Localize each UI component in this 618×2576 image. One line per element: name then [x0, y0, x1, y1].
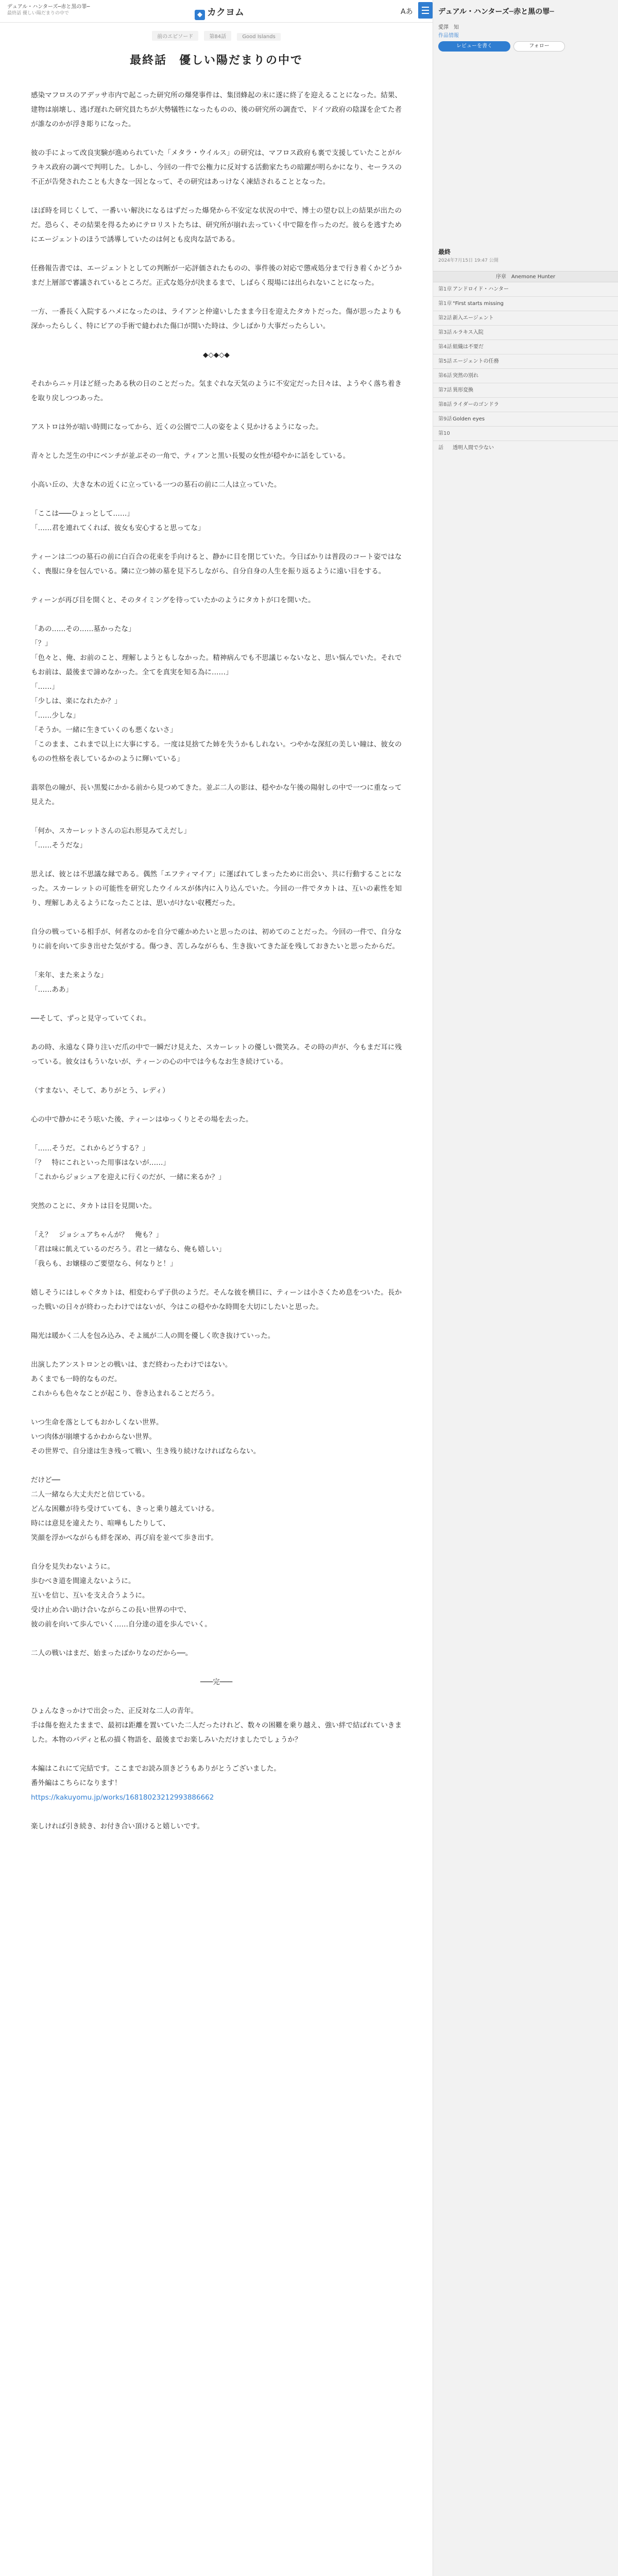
body-paragraph: ──そして、ずっと見守っていてくれ。	[31, 1014, 150, 1023]
body-paragraph: 「……そうだ。これからどうする？」 「？ 特にこれといった用事はないが……」 「これからジョシュアを迎えに行くのだが、一緒に来るか？」	[31, 1144, 226, 1181]
body-paragraph: 一方、一番長く入院するハメになったのは、ライアンと仲違いしたまま今日を迎えたタカトだった。傷が思ったよりも深かったらしく、特にピアの手術で縫われた傷口が開いた時は、少しばかり大事だったらしい。	[31, 308, 402, 330]
sidebar	[433, 0, 618, 2576]
body-paragraph: あの時、永遠なく降り注いだ爪の中で一瞬だけ見えた、スカーレットの優しい微笑み。その時の声が、今もまだ耳に残っている。彼女はもういないが、ティーンの心の中では今もなお生き続けている。	[31, 1043, 402, 1066]
toc-item[interactable]	[433, 282, 618, 297]
site-logo[interactable]	[195, 5, 244, 20]
toc-item-number: 第4話	[438, 344, 452, 350]
body-paragraph: 自分の戦っている相手が、何者なのかを自分で確かめたいと思ったのは、初めてのことだった。今回の一件で、自分なりに前を向いて歩き出せた気がする。傷つき、苦しみながらも、生き抜いてきた証を残しておきたいと思ったからだ。	[31, 928, 402, 951]
body-paragraph: （すまない、そして、ありがとう、レディ）	[31, 1087, 169, 1095]
toc-item-number: 第8話	[438, 402, 452, 408]
body-paragraph: 翡翠色の瞳が、長い黒髪にかかる前から見つめてきた。並ぶ二人の影は、穏やかな午後の陽射しの中で一つに重なって見えた。	[31, 784, 402, 806]
work-episode-sub: 最終話 優しい陽だまりの中で	[7, 11, 69, 16]
hamburger-icon	[422, 13, 429, 14]
toc-heading[interactable]: 序章 Anemone Hunter	[433, 271, 618, 282]
toc-item-label: 新入エージェント	[453, 315, 494, 321]
toc-item-label: 組織は不要だ	[453, 344, 484, 350]
toc-item[interactable]	[433, 354, 618, 369]
body-paragraph: いつ生命を落としてもおかしくない世界。 いつ肉体が崩壊するかわからない世界。 その世界で、自分達は生き残って戦い、生き残り続けなければならない。	[31, 1418, 261, 1455]
body-paragraph: 感染マフロスのアデッサ市内で起こった研究所の爆発事件は、集団蜂起の末に遂に終了を迎えることになった。結果、建物は崩壊し、逃げ遅れた研究員たちが大勢犠牲になったものの、後の研究所の調査で、ドイツ政府の陰謀を企てた者が誰なのかが浮き彫りになった。	[31, 91, 402, 128]
body-paragraph: 「あの……その……墓かったな」 「？」 「色々と、俺、お前のこと、理解しようともしなかった。精神病んでも不思議じゃないなと、思い悩んでいた。それでもお前は、最後まで諦めなかった。全てを真実を知る為に……」 「……」 「少しは、楽になれたか？」 「……少しな」 「そうか。一緒に生きていくのも悪くないさ」 「このまま、これまで以上に大事にする。一度は見捨てた姉を失うかもしれない。つやかな深紅の美しい瞳は、彼女のものの性格を表しているかのように輝いている」	[31, 625, 402, 763]
body-paragraph: 任務報告書では、エージェントとしての判断が一応評価されたものの、事件後の対応で懲戒処分まで行き着くかどうかまだ上層部で審議されているところだ。正式な処分が決まるまで、しばらく現場には出られないことになった。	[31, 264, 402, 287]
toc-item-label: "First starts missing	[453, 301, 504, 307]
toc-item[interactable]	[433, 398, 618, 412]
sidebar-episode-date: 2024年7月15日 19:47 公開	[438, 258, 499, 263]
body-paragraph: 本編はこれにて完結です。ここまでお読み頂きどうもありがとうございました。 番外編はこちらになります！	[31, 1765, 281, 1787]
body-paragraph: ───完───	[200, 1678, 233, 1686]
logo-icon: ◆	[195, 10, 205, 20]
body-paragraph: ティーンは二つの墓石の前に白百合の花束を手向けると、静かに目を閉じていた。今日ばかりは普段のコート姿ではなく、喪服に身を包んでいる。隣に立つ姉の墓を見下ろしながら、自分自身の人生を振り返るように遠い目をする。	[31, 553, 402, 575]
body-paragraph: だけど── 二人一緒なら大丈夫だと信じている。 どんな困難が待ち受けていても、きっと乗り越えていける。 時には意見を違えたり、喧嘩もしたりして、 笑顔を浮かべながらも絆を深め、再び肩を並べて歩き出す。	[31, 1476, 219, 1542]
body-paragraph: 小高い丘の、大きな木の近くに立っている一つの墓石の前に二人は立っていた。	[31, 481, 281, 489]
paragraphs	[31, 88, 402, 1834]
toc-item-label: 透明人間で少ない	[453, 445, 494, 451]
toc-item-number: 第1章	[438, 301, 452, 307]
episode-title: 最終話 優しい陽だまりの中で	[129, 54, 303, 67]
episode-index-link[interactable]: 第84話	[204, 31, 231, 41]
toc-item-number: 第5話	[438, 359, 452, 364]
body-paragraph: 嬉しそうにはしゃぐタカトは、相変わらず子供のようだ。そんな彼を横目に、ティーンは小さくため息をついた。長かった戦いの日々が終わったわけではないが、今はこの穏やかな時間を大切にしたいと思った。	[31, 1289, 402, 1311]
body-paragraph: 突然のことに、タカトは目を見開いた。	[31, 1202, 156, 1210]
table-of-contents	[433, 271, 618, 451]
body-paragraph: 「え？ ジョシュアちゃんが？ 俺も？」 「君は味に飢えているのだろう。君と一緒なら、俺も嬉しい」 「我らも、お嬢様のご要望なら、何なりと！」	[31, 1231, 226, 1268]
episode-nav	[0, 31, 433, 42]
toc-item[interactable]	[433, 326, 618, 340]
toc-item[interactable]	[433, 369, 618, 383]
sidebar-work-title[interactable]: デュアル・ハンターズ─赤と黒の罪─	[438, 8, 554, 16]
toc-item-label: 突然の別れ	[453, 373, 478, 379]
body-paragraph: 「来年、また来ような」 「……ああ」	[31, 971, 108, 994]
toc-item-label: ルラキス入院	[453, 330, 484, 335]
body-paragraph: 楽しければ引き続き、お付き合い頂けると嬉しいです。	[31, 1822, 204, 1831]
toc-item-label: ライダーのゴンドラ	[453, 402, 499, 408]
body-paragraph: ◆◇◆◇◆	[203, 351, 230, 359]
sidebar-episode-heading: 最終	[438, 248, 451, 256]
body-paragraph: 思えば、彼とは不思議な縁である。偶然「エフティマイア」に運ばれてしまったために出会い、共に行動することになった。スカーレットの可能性を研究したウイルスが体内に入り込んでいた。今回の一件でタカトは、互いの素性を知り、理解しあえるようになったことは、思いがけない収穫だった。	[31, 870, 402, 907]
toc-item-number: 第6話	[438, 373, 452, 379]
body-paragraph: 陽光は暖かく二人を包み込み、そよ風が二人の間を優しく吹き抜けていった。	[31, 1332, 275, 1340]
toc-item[interactable]	[433, 340, 618, 354]
hamburger-icon	[422, 7, 429, 8]
toc-item-label: 異形変換	[453, 387, 473, 393]
toc-item-number: 第2話	[438, 315, 452, 321]
episode-body	[31, 52, 402, 1848]
body-paragraph: 出演したアンストロンとの戦いは、まだ終わったわけではない。 あくまでも一時的なものだ。 これからも色々なことが起こり、巻き込まれることだろう。	[31, 1361, 232, 1398]
work-info-link[interactable]: 作品情報	[438, 33, 459, 39]
hamburger-icon	[422, 10, 429, 11]
toc-item[interactable]	[433, 427, 618, 451]
follow-button[interactable]: フォロー	[513, 41, 565, 52]
menu-button[interactable]	[418, 2, 433, 19]
body-paragraph: 心の中で静かにそう呟いた後、ティーンはゆっくりとその場を去った。	[31, 1115, 253, 1124]
body-paragraph: アストロは外が暗い時間になってから、近くの公園で二人の姿をよく見かけるようになった。	[31, 423, 323, 431]
body-paragraph: それからニヶ月ほど経ったある秋の日のことだった。気まぐれな天気のように不安定だった日々は、ようやく落ち着きを取り戻しつつあった。	[31, 380, 402, 402]
toc-item[interactable]	[433, 412, 618, 427]
top-bar	[0, 0, 433, 23]
sidebar-author[interactable]: 愛澤 知	[438, 25, 459, 30]
sequel-link[interactable]: https://kakuyomu.jp/works/16818023212993886662	[31, 1793, 214, 1802]
body-paragraph: 彼の手によって改良実験が進められていた「メタラ・ウイルス」の研究は、マフロス政府も裏で支援していたことがルラキス政府の調べで判明した。しかし、今回の一件で公権力に反対する活動家たちの暗躍が明らかになり、セーラスの不正が告発されたことも大きな一因となって、その研究はあっけなく凍結されることとなった。	[31, 149, 402, 186]
toc-item-number: 第3話	[438, 330, 452, 335]
toc-item-label: Golden eyes	[453, 416, 485, 422]
body-paragraph: ほぼ時を同じくして、一番いい解決になるはずだった爆発から不安定な状況の中で、博士の望む以上の結果が出たのだ。恐らく、その結果を得るためにテロリストたちは、研究所が崩れ去っていく中で隙を作ったのだ。彼らを逃すためにエージェントのほうで誘導していたのは何とも皮肉な話である。	[31, 207, 402, 244]
next-episode-link[interactable]: Good Islands	[237, 33, 280, 41]
toc-item[interactable]	[433, 311, 618, 326]
work-mini-title[interactable]	[7, 4, 141, 16]
body-paragraph: ティーンが再び目を開くと、そのタイミングを待っていたかのようにタカトが口を開いた。	[31, 596, 315, 604]
body-paragraph: 「何か、スカーレットさんの忘れ形見みてえだし」 「……そうだな」	[31, 827, 191, 850]
toc-item-number: 第1章	[438, 286, 452, 292]
toc-item[interactable]	[433, 383, 618, 398]
body-paragraph: 自分を見失わないように。 歩むべき道を間違えないように。 互いを信じ、互いを支え合うように。 受け止め合い助け合いながらこの長い世界の中で、 彼の前を向いて歩んでいく……自分達の道を歩んでいく。	[31, 1563, 212, 1629]
body-paragraph: 「ここは───ひょっとして……」 「……君を連れてくれば、彼女も安心すると思ってな」	[31, 510, 205, 532]
toc-item-label: エージェントの任務	[453, 359, 499, 364]
toc-item-number: 第9話	[438, 416, 452, 422]
body-paragraph: ひょんなきっかけで出会った、正反対な二人の青年。 手は傷を抱えたままで、最初は距離を置いていた二人だったけれど、数々の困難を乗り越え、強い絆で結ばれていきました。本物のパディと私の描く物語を、最後までお楽しみいただけましたでしょうか？	[31, 1707, 402, 1744]
review-button[interactable]: レビューを書く	[438, 41, 510, 52]
font-size-toggle[interactable]: Aあ	[401, 8, 413, 16]
toc-item-number: 第7話	[438, 387, 452, 393]
toc-list	[433, 282, 618, 451]
work-title-short: デュアル・ハンターズ─赤と黒の罪─	[7, 4, 90, 10]
body-paragraph: 二人の戦いはまだ、始まったばかりなのだから──。	[31, 1649, 193, 1657]
toc-item-number: 第10話	[438, 431, 450, 451]
body-paragraph: 青々とした芝生の中にベンチが並ぶその一角で、ティアンと黒い長髪の女性が穏やかに話をしている。	[31, 452, 350, 460]
toc-item[interactable]	[433, 297, 618, 311]
toc-item-label: アンドロイド・ハンター	[453, 286, 509, 292]
prev-episode-link[interactable]: 前のエピソード	[152, 31, 198, 41]
logo-text: カクヨム	[207, 7, 244, 18]
